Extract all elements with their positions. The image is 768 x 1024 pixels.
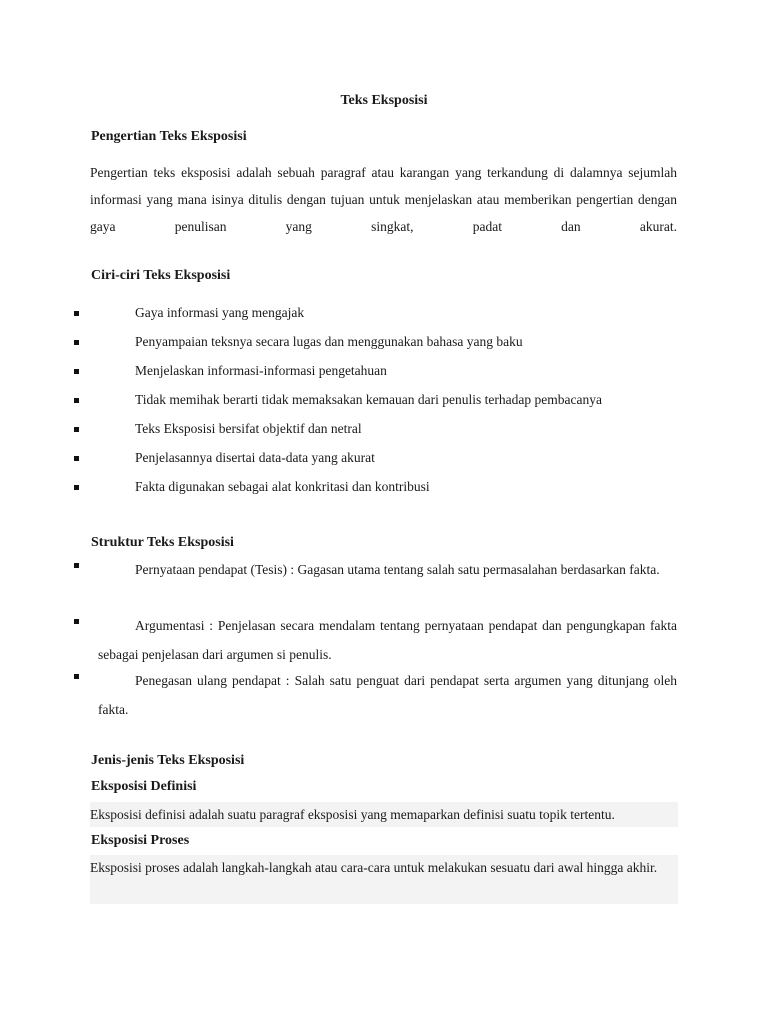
list-item (0, 450, 768, 470)
section-heading-jenis: Jenis-jenis Teks Eksposisi (91, 753, 245, 768)
subheading-eksposisi-proses: Eksposisi Proses (91, 833, 190, 848)
pengertian-paragraph: Pengertian teks eksposisi adalah sebuah paragraf atau karangan yang terkandung di dalamnya sejumlah informasi yang mana isinya ditulis dengan tujuan untuk menjelaskan atau memberikan pengertian dengan gaya penulisan yang singkat, padat dan akurat. (90, 165, 677, 234)
list-item-text: Argumentasi : Penjelasan secara mendalam tentang pernyataan pendapat dan pengungkapan fakta sebagai penjelasan dari argumen si penulis. (98, 618, 677, 662)
list-item (0, 363, 768, 383)
list-item (0, 392, 768, 412)
document-title: Teks Eksposisi (340, 93, 428, 108)
section-heading-struktur: Struktur Teks Eksposisi (91, 535, 234, 550)
list-item-text: Penjelasannya disertai data-data yang akurat (135, 450, 375, 465)
bullet-icon (74, 563, 79, 568)
list-item-text: Penyampaian teksnya secara lugas dan menggunakan bahasa yang baku (135, 334, 523, 349)
list-item-text: Penegasan ulang pendapat : Salah satu penguat dari pendapat serta argumen yang ditunjang oleh fakta. (98, 673, 677, 717)
bullet-icon (74, 619, 79, 624)
bullet-icon (74, 674, 79, 679)
definisi-paragraph: Eksposisi definisi adalah suatu paragraf eksposisi yang memaparkan definisi suatu topik tertentu. (90, 807, 615, 822)
list-item (0, 421, 768, 441)
section-heading-ciri: Ciri-ciri Teks Eksposisi (91, 268, 231, 283)
list-item (0, 479, 768, 499)
list-item-text: Tidak memihak berarti tidak memaksakan kemauan dari penulis terhadap pembacanya (135, 392, 602, 407)
bullet-icon (74, 485, 79, 490)
list-item-text: Fakta digunakan sebagai alat konkritasi dan kontribusi (135, 479, 430, 494)
proses-paragraph: Eksposisi proses adalah langkah-langkah atau cara-cara untuk melakukan sesuatu dari awal hingga akhir. (90, 860, 658, 875)
list-item-text: Gaya informasi yang mengajak (135, 305, 305, 320)
bullet-icon (74, 398, 79, 403)
bullet-icon (74, 311, 79, 316)
list-item-text: Teks Eksposisi bersifat objektif dan netral (135, 421, 362, 436)
subheading-eksposisi-definisi: Eksposisi Definisi (91, 779, 197, 794)
list-item-text: Pernyataan pendapat (Tesis) : Gagasan utama tentang salah satu permasalahan berdasarkan fakta. (135, 562, 660, 577)
bullet-icon (74, 340, 79, 345)
list-item (0, 305, 768, 325)
list-item (0, 334, 768, 354)
list-item-text: Menjelaskan informasi-informasi pengetahuan (135, 363, 387, 378)
bullet-icon (74, 369, 79, 374)
bullet-icon (74, 456, 79, 461)
bullet-icon (74, 427, 79, 432)
section-heading-pengertian: Pengertian Teks Eksposisi (91, 129, 247, 144)
